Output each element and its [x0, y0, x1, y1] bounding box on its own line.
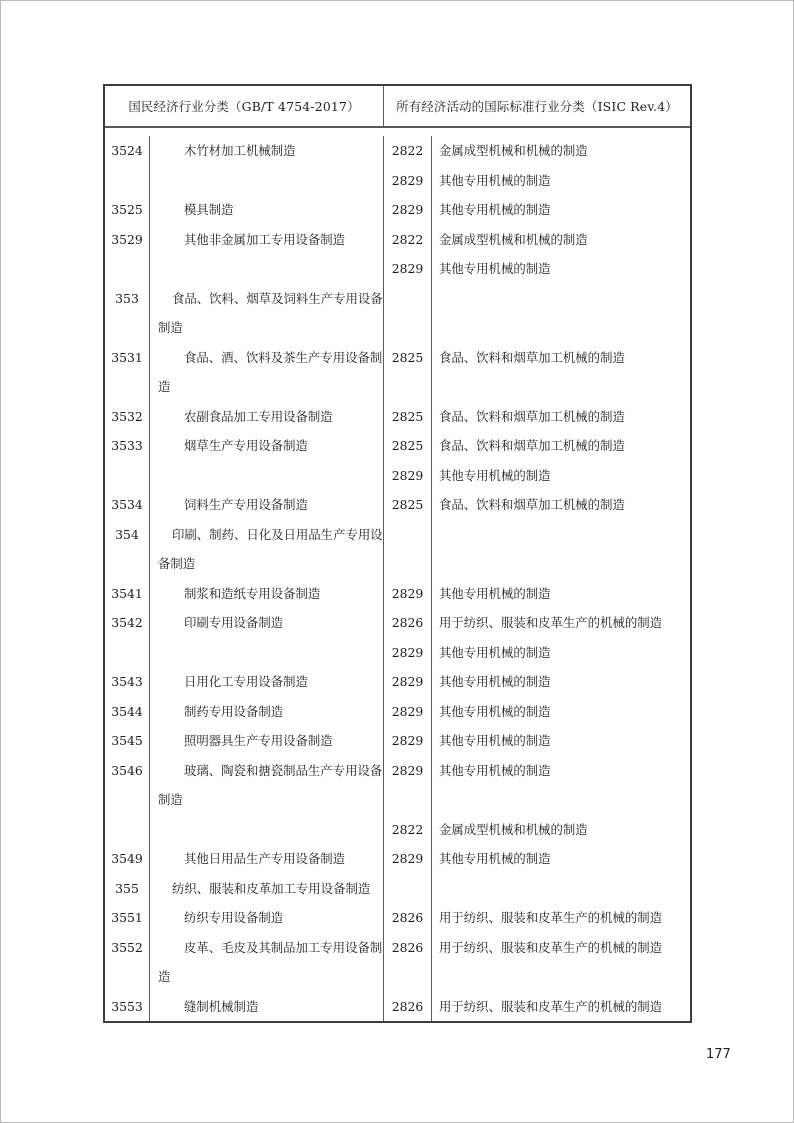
table-line	[105, 815, 690, 845]
left-code-cell: 354	[105, 520, 150, 550]
left-code-cell	[105, 313, 150, 343]
left-name-cell: 食品、饮料、烟草及饲料生产专用设备	[150, 284, 384, 314]
right-code-cell	[384, 874, 432, 904]
left-name-cell: 玻璃、陶瓷和搪瓷制品生产专用设备	[150, 756, 384, 786]
table-line	[105, 697, 690, 727]
table-line	[105, 254, 690, 284]
left-name-cell	[150, 815, 384, 845]
left-name-cell: 其他日用品生产专用设备制造	[150, 844, 384, 874]
left-code-cell	[105, 254, 150, 284]
right-name-cell: 其他专用机械的制造	[439, 172, 551, 188]
table-line	[105, 372, 690, 402]
right-code-cell: 2825	[384, 490, 432, 520]
table-line	[105, 313, 690, 343]
left-code-cell	[105, 372, 150, 402]
right-name-cell: 其他专用机械的制造	[439, 762, 551, 778]
right-code-cell	[384, 520, 432, 550]
right-name-cell: 其他专用机械的制造	[439, 261, 551, 276]
right-code-cell: 2829	[384, 461, 432, 491]
right-name-cell: 其他专用机械的制造	[439, 585, 551, 601]
table-line	[105, 874, 690, 904]
right-code-cell	[384, 313, 432, 343]
left-name-cell	[150, 638, 384, 668]
header-cell-isic-classification: 所有经济活动的国际标准行业分类（ISIC Rev.4）	[396, 99, 678, 114]
left-name-cell: 制造	[150, 785, 384, 815]
right-code-cell	[384, 372, 432, 402]
left-name-cell: 缝制机械制造	[150, 992, 384, 1022]
table-line	[105, 992, 690, 1022]
left-code-cell: 3532	[105, 402, 150, 432]
table-line	[105, 549, 690, 579]
left-name-cell: 纺织、服装和皮革加工专用设备制造	[150, 874, 384, 904]
left-code-cell	[105, 638, 150, 668]
left-name-cell: 日用化工专用设备制造	[150, 667, 384, 697]
right-name-cell: 其他专用机械的制造	[439, 733, 551, 748]
right-name-cell: 食品、饮料和烟草加工机械的制造	[439, 497, 625, 512]
table-line	[105, 844, 690, 874]
right-name-cell: 用于纺织、服装和皮革生产的机械的制造	[439, 910, 663, 925]
table-line	[105, 402, 690, 432]
table-line	[105, 962, 690, 992]
left-name-cell	[150, 254, 384, 284]
right-code-cell: 2825	[384, 402, 432, 432]
right-code-cell	[384, 284, 432, 314]
left-code-cell: 3525	[105, 195, 150, 225]
left-name-cell: 食品、酒、饮料及茶生产专用设备制	[150, 343, 384, 373]
right-name-cell	[432, 785, 690, 815]
left-code-cell: 3533	[105, 431, 150, 461]
table-line	[105, 520, 690, 550]
right-name-cell: 用于纺织、服装和皮革生产的机械的制造	[439, 615, 663, 630]
right-name-cell: 金属成型机械和机械的制造	[439, 231, 588, 247]
right-code-cell: 2829	[384, 667, 432, 697]
left-name-cell: 皮革、毛皮及其制品加工专用设备制	[150, 933, 384, 963]
left-code-cell: 3543	[105, 667, 150, 697]
table-line	[105, 638, 690, 668]
left-name-cell: 饲料生产专用设备制造	[150, 490, 384, 520]
left-code-cell: 3545	[105, 726, 150, 756]
left-code-cell: 353	[105, 284, 150, 314]
table-header-row	[105, 86, 690, 128]
left-code-cell	[105, 166, 150, 196]
left-code-cell: 3546	[105, 756, 150, 786]
table-line	[105, 136, 690, 166]
classification-table	[103, 84, 692, 1023]
left-name-cell: 农副食品加工专用设备制造	[150, 402, 384, 432]
right-name-cell: 其他专用机械的制造	[439, 467, 551, 483]
left-name-cell: 照明器具生产专用设备制造	[150, 726, 384, 756]
left-code-cell: 3529	[105, 225, 150, 255]
table-line	[105, 195, 690, 225]
left-name-cell: 备制造	[150, 549, 384, 579]
left-code-cell	[105, 549, 150, 579]
left-name-cell	[150, 461, 384, 491]
right-code-cell: 2822	[384, 136, 432, 166]
left-name-cell: 制浆和造纸专用设备制造	[150, 579, 384, 609]
left-name-cell: 木竹材加工机械制造	[150, 136, 384, 166]
table-line	[105, 726, 690, 756]
right-name-cell: 其他专用机械的制造	[439, 674, 551, 689]
table-body	[105, 128, 690, 1021]
right-name-cell: 食品、饮料和烟草加工机械的制造	[439, 438, 625, 453]
left-name-cell: 其他非金属加工专用设备制造	[150, 225, 384, 255]
left-code-cell: 3524	[105, 136, 150, 166]
right-name-cell: 食品、饮料和烟草加工机械的制造	[439, 349, 625, 365]
table-line	[105, 166, 690, 196]
right-code-cell: 2829	[384, 638, 432, 668]
table-line	[105, 284, 690, 314]
left-code-cell	[105, 962, 150, 992]
left-code-cell: 3553	[105, 992, 150, 1022]
left-name-cell: 印刷专用设备制造	[150, 608, 384, 638]
left-code-cell: 355	[105, 874, 150, 904]
left-name-cell: 造	[150, 962, 384, 992]
right-name-cell	[432, 520, 690, 550]
table-line	[105, 343, 690, 373]
left-code-cell: 3552	[105, 933, 150, 963]
left-name-cell	[150, 166, 384, 196]
right-code-cell: 2829	[384, 166, 432, 196]
table-line	[105, 225, 690, 255]
right-name-cell: 金属成型机械和机械的制造	[439, 143, 588, 158]
right-code-cell	[384, 549, 432, 579]
table-line	[105, 579, 690, 609]
right-code-cell: 2829	[384, 195, 432, 225]
right-name-cell	[432, 313, 690, 343]
table-line	[105, 903, 690, 933]
right-name-cell: 用于纺织、服装和皮革生产的机械的制造	[439, 939, 663, 955]
right-name-cell	[432, 874, 690, 904]
right-code-cell	[384, 785, 432, 815]
left-name-cell: 制造	[150, 313, 384, 343]
left-code-cell: 3551	[105, 903, 150, 933]
right-code-cell: 2826	[384, 903, 432, 933]
left-code-cell: 3544	[105, 697, 150, 727]
right-name-cell	[432, 549, 690, 579]
right-code-cell: 2825	[384, 343, 432, 373]
right-name-cell	[432, 284, 690, 314]
right-code-cell: 2822	[384, 225, 432, 255]
left-name-cell: 纺织专用设备制造	[150, 903, 384, 933]
table-line	[105, 667, 690, 697]
right-code-cell	[384, 962, 432, 992]
right-code-cell: 2829	[384, 756, 432, 786]
right-code-cell: 2829	[384, 579, 432, 609]
right-name-cell: 其他专用机械的制造	[439, 851, 551, 866]
page-number: 177	[706, 1047, 731, 1062]
right-name-cell	[432, 962, 690, 992]
right-name-cell: 金属成型机械和机械的制造	[439, 821, 588, 837]
left-name-cell: 制药专用设备制造	[150, 697, 384, 727]
right-code-cell: 2826	[384, 992, 432, 1022]
table-line	[105, 933, 690, 963]
left-name-cell: 印刷、制药、日化及日用品生产专用设	[150, 520, 384, 550]
right-code-cell: 2829	[384, 697, 432, 727]
left-code-cell: 3549	[105, 844, 150, 874]
left-code-cell: 3531	[105, 343, 150, 373]
left-name-cell: 模具制造	[150, 195, 384, 225]
left-code-cell	[105, 461, 150, 491]
right-name-cell: 其他专用机械的制造	[439, 644, 551, 660]
right-code-cell: 2826	[384, 933, 432, 963]
right-code-cell: 2829	[384, 844, 432, 874]
right-code-cell: 2829	[384, 726, 432, 756]
left-code-cell	[105, 785, 150, 815]
left-code-cell: 3542	[105, 608, 150, 638]
table-line	[105, 461, 690, 491]
right-name-cell: 其他专用机械的制造	[439, 202, 551, 217]
left-code-cell	[105, 815, 150, 845]
table-line	[105, 431, 690, 461]
table-line	[105, 608, 690, 638]
table-line	[105, 490, 690, 520]
right-code-cell: 2825	[384, 431, 432, 461]
table-line	[105, 756, 690, 786]
right-name-cell	[432, 372, 690, 402]
left-code-cell: 3534	[105, 490, 150, 520]
left-name-cell: 烟草生产专用设备制造	[150, 431, 384, 461]
right-name-cell: 食品、饮料和烟草加工机械的制造	[439, 408, 625, 424]
left-name-cell: 造	[150, 372, 384, 402]
right-code-cell: 2829	[384, 254, 432, 284]
right-code-cell: 2822	[384, 815, 432, 845]
left-code-cell: 3541	[105, 579, 150, 609]
header-cell-gbt-classification: 国民经济行业分类（GB/T 4754-2017）	[105, 86, 384, 126]
table-line	[105, 785, 690, 815]
right-name-cell: 其他专用机械的制造	[439, 703, 551, 719]
right-name-cell: 用于纺织、服装和皮革生产的机械的制造	[439, 998, 663, 1014]
right-code-cell: 2826	[384, 608, 432, 638]
